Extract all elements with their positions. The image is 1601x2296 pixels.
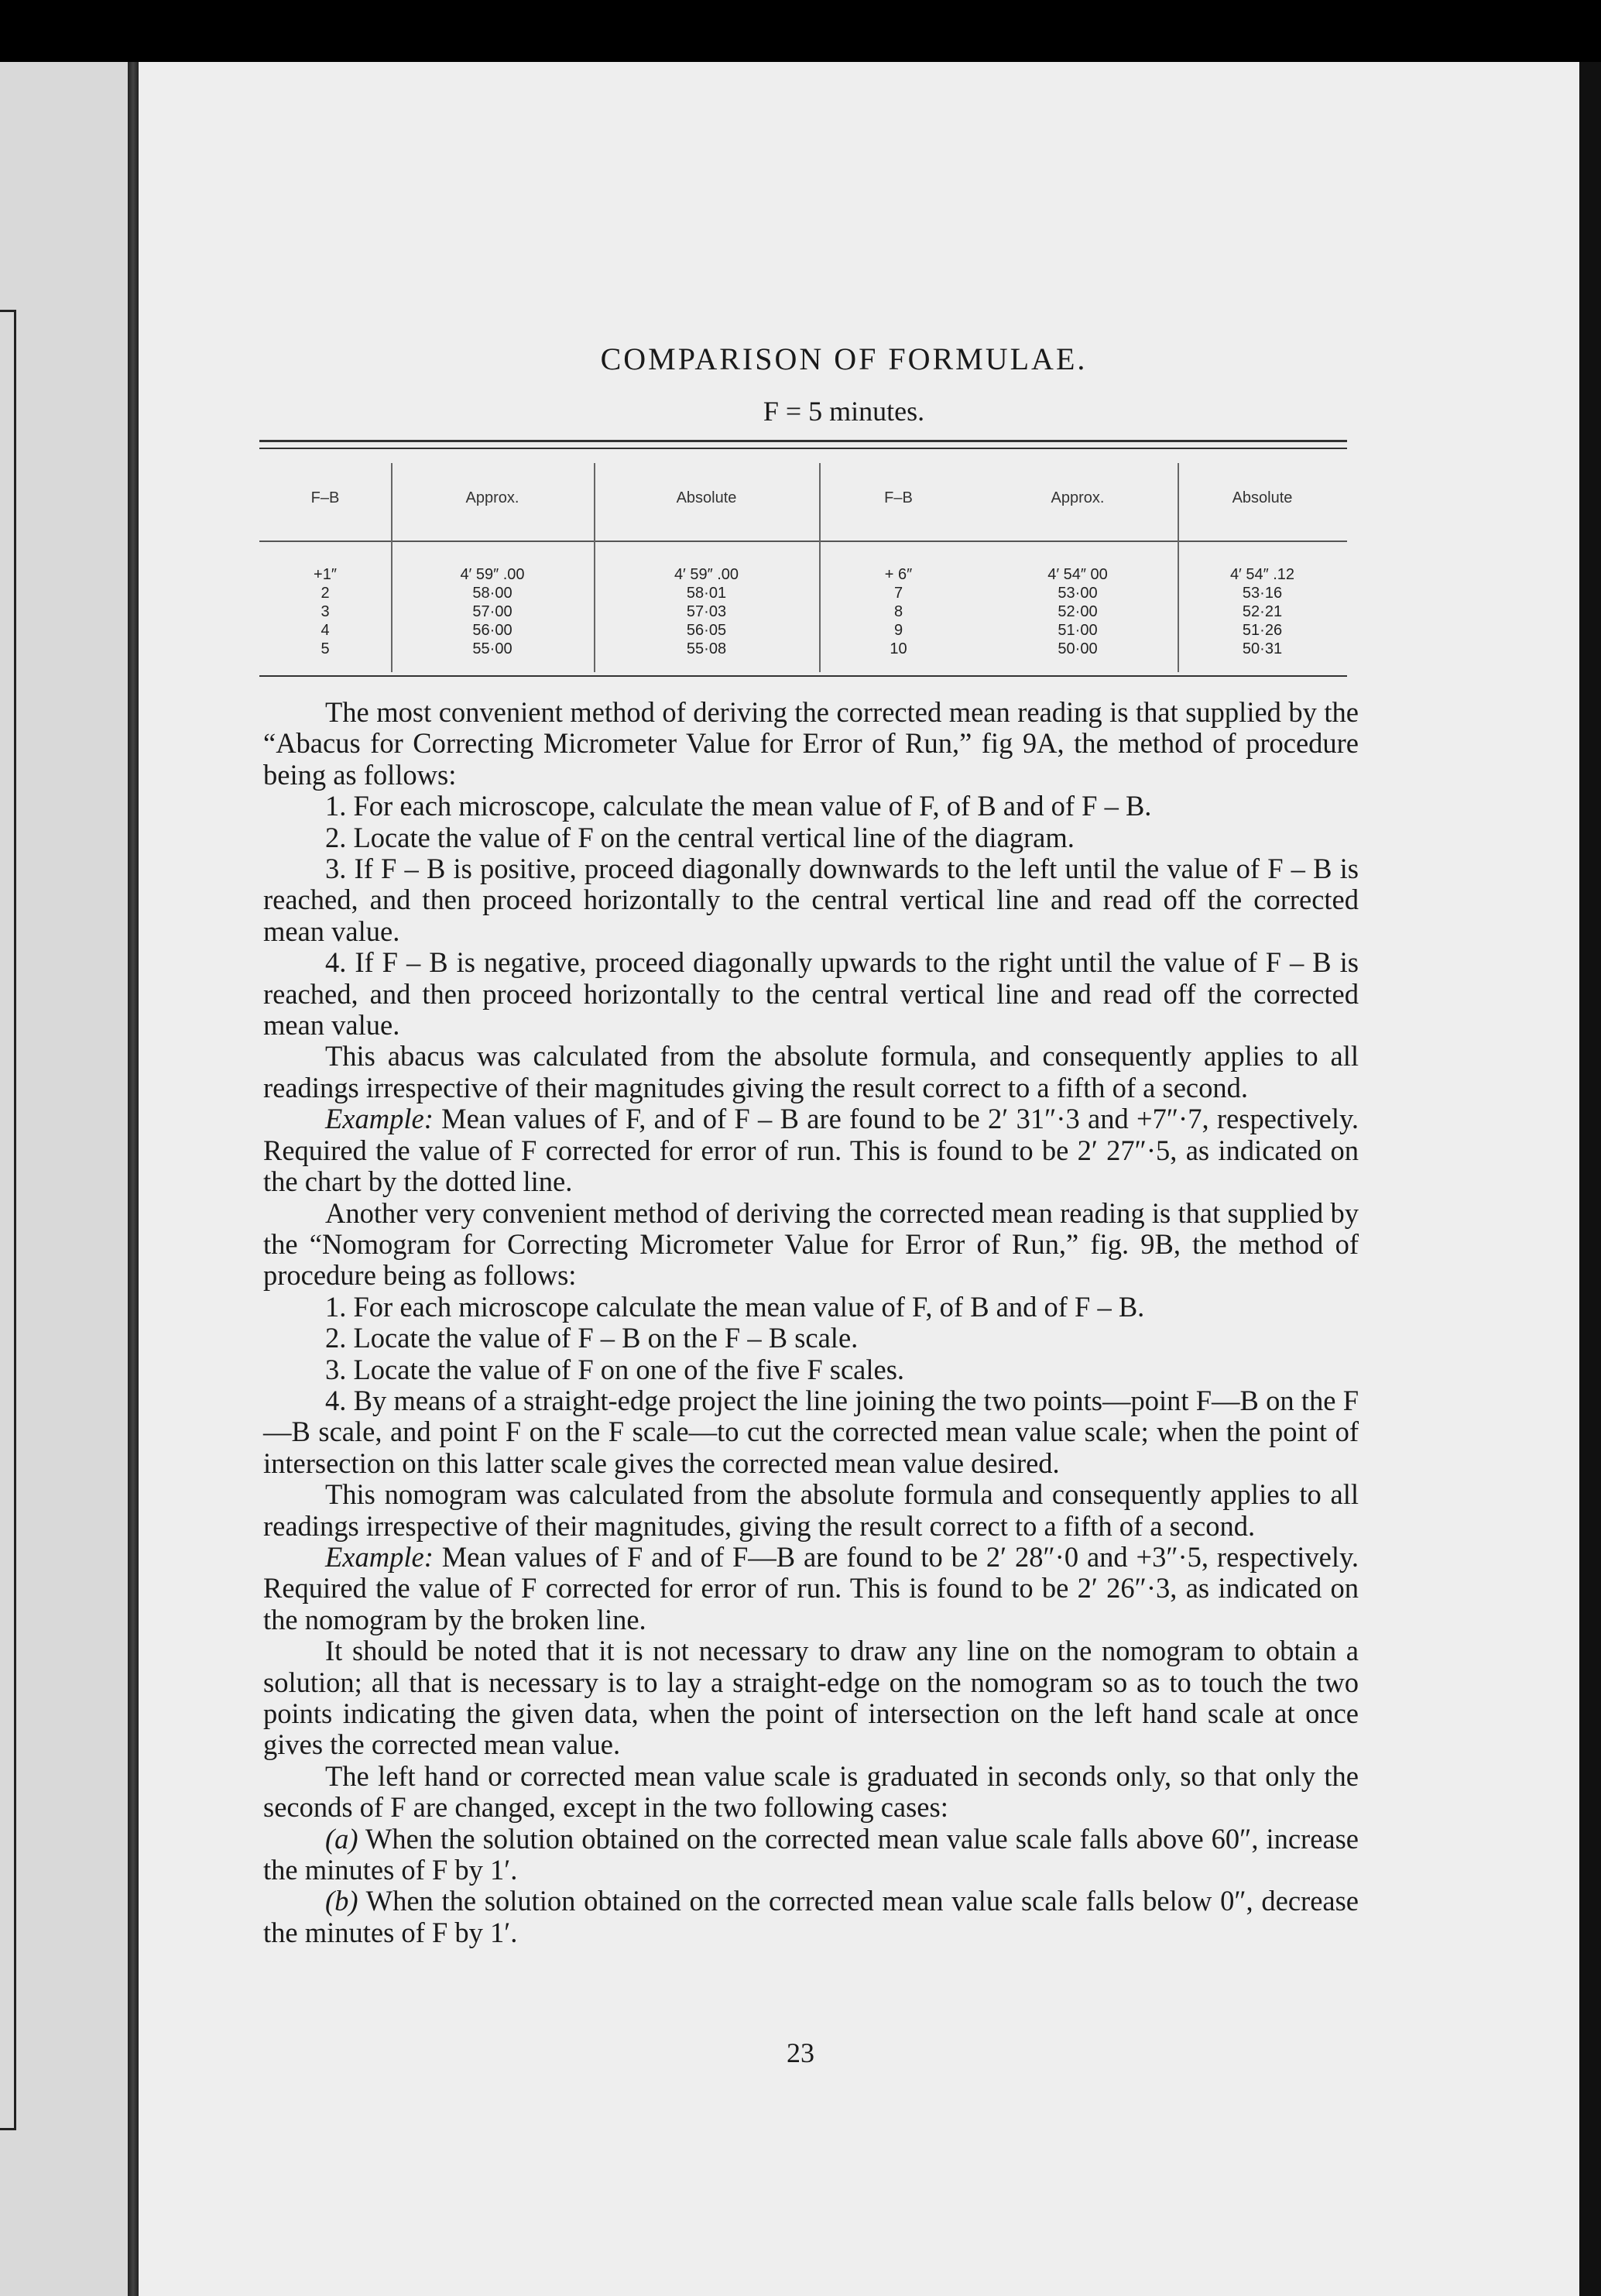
table-header: F–B <box>884 489 913 506</box>
table-rule <box>259 675 1347 677</box>
table-cell: 51·00 <box>1058 622 1098 639</box>
table-cell: 4′ 59″ .00 <box>460 566 525 583</box>
paragraph: It should be noted that it is not necessary to draw any line on the nomogram to obtain a solution; all that is necessary is to lay a straight-edge on the nomogram so as to touch the two points indicating the given data, when the point of intersection on the left hand scale at once gives the corrected mean value. <box>263 1635 1359 1761</box>
table-cell: 5 <box>321 640 330 657</box>
table-cell: 58·00 <box>472 585 513 602</box>
paragraph: 2. Locate the value of F – B on the F – B scale. <box>325 1322 859 1354</box>
table-cell: 56·00 <box>472 622 513 639</box>
case-label: (b) <box>325 1885 358 1917</box>
paragraph: 1. For each microscope, calculate the mean value of F, of B and of F – B. <box>325 790 1152 822</box>
paragraph: Another very convenient method of deriving the corrected mean reading is that supplied by the “Nomogram for Correcting Micrometer Value for Error of Run,” fig. 9B, the method of procedure being as follows: <box>263 1196 1359 1292</box>
body-text <box>263 697 1359 1948</box>
page-number: 23 <box>787 2037 814 2068</box>
table-cell: 58·01 <box>686 585 727 602</box>
paragraph: 2. Locate the value of F on the central vertical line of the diagram. <box>325 821 1075 853</box>
page-title: COMPARISON OF FORMULAE. <box>600 341 1088 376</box>
table-rule <box>259 448 1347 449</box>
table-cell: +1″ <box>314 566 337 583</box>
table-cell: 52·00 <box>1058 603 1098 620</box>
table-column-absolute-left <box>594 565 819 658</box>
table-header: F–B <box>310 489 340 506</box>
table-cell: 4 <box>321 622 330 639</box>
table-rule <box>259 541 1347 542</box>
table-cell: 4′ 54″ 00 <box>1047 566 1108 583</box>
table-cell: 55·08 <box>686 640 727 657</box>
example-label: Example: <box>325 1103 434 1135</box>
table-cell: 57·03 <box>686 603 727 620</box>
paragraph: The most convenient method of deriving the corrected mean reading is that supplied by the “Abacus for Correcting Micrometer Value for Error of Run,” fig 9A, the method of procedure being as follows: <box>263 696 1359 791</box>
table-cell: 3 <box>321 603 330 620</box>
adjacent-page-edge <box>0 62 139 2296</box>
example-paragraph <box>263 1103 1359 1197</box>
table-column-fb-left <box>259 565 391 658</box>
page-subtitle: F = 5 minutes. <box>763 396 925 427</box>
book-spine <box>128 62 139 2296</box>
table-cell: 52·21 <box>1242 603 1283 620</box>
table-cell: 50·31 <box>1242 640 1283 657</box>
table-cell: 55·00 <box>472 640 513 657</box>
paragraph: The left hand or corrected mean value scale is graduated in seconds only, so that only the seconds of F are changed, except in the two following cases: <box>263 1759 1359 1824</box>
table-column-approx-right <box>978 565 1178 658</box>
table-cell: + 6″ <box>884 566 913 583</box>
scan-right-edge <box>1579 62 1601 2296</box>
table-header: Absolute <box>676 489 737 506</box>
table-column-fb-right <box>819 565 978 658</box>
case-text: When the solution obtained on the corrected mean value scale falls above 60″, increase the minutes of F by 1′. <box>263 1822 1359 1886</box>
table-column-approx-left <box>391 565 594 658</box>
paragraph: 3. Locate the value of F on one of the five F scales. <box>325 1353 905 1385</box>
case-text: When the solution obtained on the corrected mean value scale falls below 0″, decrease the minutes of F by 1′. <box>263 1885 1359 1948</box>
example-text: Mean values of F, and of F – B are found to be 2′ 31″·3 and +7″·7, respectively. Required the value of F corrected for error of run. This is found to be 2′ 27″·5, as indicated on the chart by the dotted line. <box>263 1103 1359 1198</box>
case-paragraph <box>263 1886 1359 1948</box>
example-paragraph <box>263 1542 1359 1635</box>
table-cell: 4′ 54″ .12 <box>1229 566 1295 583</box>
paragraph: 3. If F – B is positive, proceed diagonally downwards to the left until the value of F – B is reached, and then proceed horizontally to the central vertical line and read off the corrected mean value. <box>263 853 1359 947</box>
case-label: (a) <box>325 1822 358 1855</box>
table-cell: 10 <box>890 640 907 657</box>
table-rule <box>259 440 1347 442</box>
table-cell: 57·00 <box>472 603 513 620</box>
table-cell: 50·00 <box>1058 640 1098 657</box>
paragraph: 4. If F – B is negative, proceed diagonally upwards to the right until the value of F – B is reached, and then proceed horizontally to the central vertical line and read off the corrected mean value. <box>263 946 1359 1042</box>
case-paragraph <box>263 1824 1359 1886</box>
paragraph: This abacus was calculated from the absolute formula, and consequently applies to all readings irrespective of their magnitudes giving the result correct to a fifth of a second. <box>263 1040 1359 1103</box>
table-cell: 8 <box>893 603 903 620</box>
table-header: Approx. <box>1051 489 1105 506</box>
adjacent-page-frame <box>0 310 16 2130</box>
table-column-absolute-right <box>1178 565 1347 658</box>
example-label: Example: <box>325 1540 434 1573</box>
table-cell: 56·05 <box>686 622 727 639</box>
table-header: Absolute <box>1232 489 1293 506</box>
table-cell: 51·26 <box>1242 622 1283 639</box>
comparison-table <box>259 440 1347 681</box>
paragraph: 1. For each microscope calculate the mean value of F, of B and of F – B. <box>325 1290 1145 1323</box>
paragraph: This nomogram was calculated from the absolute formula and consequently applies to all readings irrespective of their magnitudes, giving the result correct to a fifth of a second. <box>263 1478 1359 1542</box>
table-cell: 7 <box>893 585 903 602</box>
paragraph: 4. By means of a straight-edge project the line joining the two points—point F—B on the F—B scale, and point F on the F scale—to cut the corrected mean value scale; when the point of intersection on this latter scale gives the corrected mean value desired. <box>263 1384 1359 1479</box>
table-cell: 4′ 59″ .00 <box>674 566 739 583</box>
table-cell: 53·00 <box>1058 585 1098 602</box>
table-cell: 2 <box>321 585 330 602</box>
table-cell: 53·16 <box>1242 585 1283 602</box>
example-text: Mean values of F and of F—B are found to be 2′ 28″·0 and +3″·5, respectively. Required the value of F corrected for error of run. This is found to be 2′ 26″·3, as indicated on the nomogram by the broken line. <box>263 1540 1359 1635</box>
table-header: Approx. <box>465 489 519 506</box>
table-cell: 9 <box>893 622 903 639</box>
